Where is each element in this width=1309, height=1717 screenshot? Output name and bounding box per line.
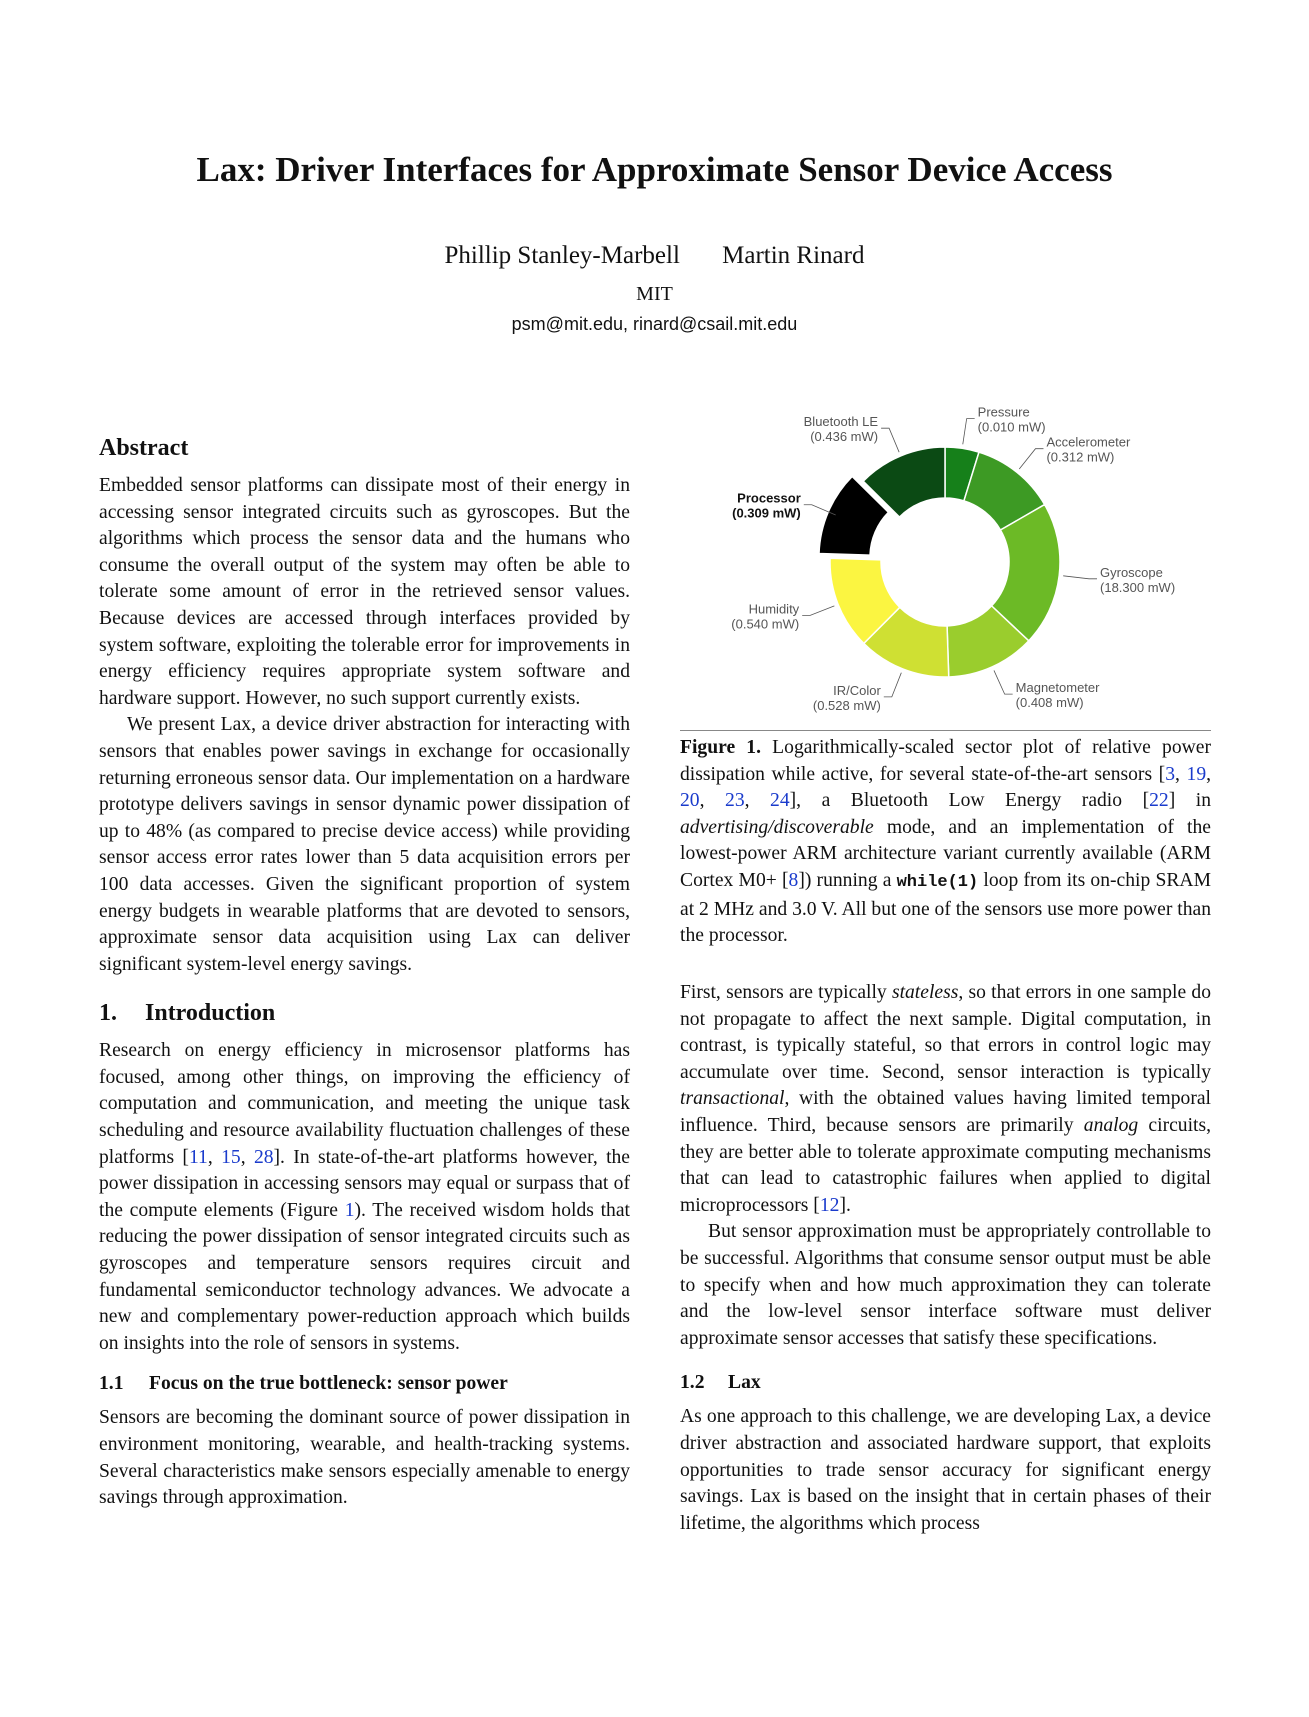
leader-line bbox=[994, 670, 1013, 694]
slice-value-label: (0.309 mW) bbox=[732, 505, 801, 521]
section-number: 1. bbox=[99, 1000, 117, 1027]
figure-caption: Figure 1. Logarithmically-scaled sector plot of relative power dissipation while active, for several state-of-the-art sensors [3, 19, 20, 23, 24], a Bluetooth Low Energy radio [22] in advertising/discoverable mode, and an implementation of the lowest-power ARM architecture variant currently available (ARM Cortex M0+ [8]) running a while(1) loop from its on-chip SRAM at 2 MHz and 3.0 V. All but one of the sensors use more power than the processor. bbox=[680, 730, 1211, 950]
figure-link[interactable]: 1 bbox=[344, 1199, 355, 1221]
body-paragraph: First, sensors are typically stateless, so that errors in one sample do not propagate to affect the next sample. Digital computation, in contrast, is typically stateful, so that errors in control logic may accumulate over time. Second, sensor interaction is typically transactional, with the obtained values having limited temporal influence. Third, because sensors are primarily analog circuits, they are better able to tolerate approximate computing mechanisms that can lead to catastrophic failures when applied to digital microprocessors [12]. bbox=[680, 982, 1211, 1216]
slice-label: Pressure bbox=[977, 404, 1030, 420]
intro-paragraph: Sensors are becoming the dominant source of power dissipation in environment monitoring, wearable, and health-tracking systems. Several characteristics make sensors especially amenable to energy savings through approximation. bbox=[99, 1407, 630, 1509]
subsection-heading bbox=[680, 1370, 1211, 1396]
figure-1 bbox=[680, 404, 1210, 720]
subsection-heading bbox=[99, 1371, 630, 1397]
intro-paragraph: Research on energy efficiency in microsensor platforms has focused, among other things, on improving the efficiency of computation and communication, and meeting the unique task scheduling and resource availability fluctuation challenges of these platforms [11, 15, 28]. In state-of-the-art platforms however, the power dissipation in accessing sensors may equal or surpass that of the compute elements (Figure 1). The received wisdom holds that reducing the power dissipation of sensor integrated circuits such as gyroscopes and temperature sensors requires circuit and fundamental semiconductor technology advances. We advocate a new and complementary power-reduction approach which builds on insights into the role of sensors in systems. bbox=[99, 1040, 631, 1354]
slice-label: Magnetometer bbox=[1015, 680, 1100, 696]
leader-line bbox=[1063, 576, 1097, 579]
leader-line bbox=[881, 428, 899, 452]
slice-label: Processor bbox=[737, 490, 801, 506]
leader-line bbox=[884, 673, 902, 697]
slice-label: Humidity bbox=[748, 601, 800, 617]
citation-link[interactable]: 28 bbox=[253, 1146, 274, 1168]
left-column bbox=[99, 433, 630, 1512]
citation-link[interactable]: 11 bbox=[188, 1146, 208, 1168]
abstract-paragraph: Embedded sensor platforms can dissipate most of their energy in accessing sensor integrated circuits such as gyroscopes. But the algorithms which process the sensor data and the humans who consume the overall output of the system may often be able to tolerate some amount of error in the retrieved sensor values. Because devices are accessed through interfaces provided by system software, exploiting the tolerable error for improvements in energy efficiency requires appropriate system software and hardware support. However, no such support currently exists. bbox=[99, 475, 630, 709]
citation-link[interactable]: 8 bbox=[788, 869, 799, 891]
body-paragraph: As one approach to this challenge, we are developing Lax, a device driver abstraction and associated hardware support, that exploits opportunities to trade sensor accuracy for significant energy savings. Lax is based on the insight that in certain phases of their lifetime, the algorithms which process bbox=[680, 1406, 1211, 1534]
citation-link[interactable]: 3 bbox=[1165, 763, 1176, 785]
author-list bbox=[0, 242, 1309, 270]
slice-label: Gyroscope bbox=[1100, 564, 1163, 580]
code-snippet: while(1) bbox=[896, 872, 979, 892]
citation-link[interactable]: 23 bbox=[725, 790, 745, 812]
citation-link[interactable]: 24 bbox=[770, 790, 790, 812]
leader-line bbox=[963, 419, 975, 445]
author-emails: psm@mit.edu, rinard@csail.mit.edu bbox=[511, 314, 798, 334]
subsection-title: Focus on the true bottleneck: sensor power bbox=[149, 1373, 508, 1395]
slice-value-label: (0.528 mW) bbox=[812, 697, 881, 713]
subsection-number: 1.2 bbox=[680, 1372, 705, 1394]
slice-value-label: (0.312 mW) bbox=[1046, 449, 1115, 465]
citation-link[interactable]: 20 bbox=[680, 790, 700, 812]
body-paragraph: But sensor approximation must be appropriately controllable to be successful. Algorithms that consume sensor output must be able to specify when and how much approximation they can tolerate and the low-level sensor interface software must deliver approximate sensor accesses that satisfy these specifications. bbox=[680, 1221, 1211, 1349]
slice-label: Accelerometer bbox=[1046, 434, 1131, 450]
subsection-number: 1.1 bbox=[99, 1373, 124, 1395]
slice-value-label: (0.436 mW) bbox=[810, 429, 879, 445]
citation-link[interactable]: 22 bbox=[1149, 790, 1169, 812]
power-donut-chart bbox=[680, 404, 1210, 720]
section-title: Introduction bbox=[145, 1000, 276, 1027]
right-column bbox=[680, 980, 1211, 1537]
citation-link[interactable]: 12 bbox=[819, 1194, 840, 1216]
author-name: Phillip Stanley-Marbell bbox=[444, 242, 680, 269]
abstract-heading: Abstract bbox=[99, 435, 189, 461]
citation-link[interactable]: 15 bbox=[221, 1146, 241, 1168]
section-heading-introduction bbox=[99, 998, 630, 1028]
slice-value-label: (18.300 mW) bbox=[1100, 579, 1176, 595]
abstract-paragraph: We present Lax, a device driver abstraction for interacting with sensors that enables power savings in exchange for occasionally returning erroneous sensor data. Our implementation on a hardware prototype delivers savings in sensor dynamic power dissipation of up to 48% (as compared to precise device access) while providing sensor access error rates lower than 5 data acquisition errors per 100 data accesses. Given the significant proportion of system energy budgets in wearable platforms that are devoted to sensors, approximate sensor data acquisition using Lax can deliver significant system-level energy savings. bbox=[99, 714, 630, 975]
slice-value-label: (0.010 mW) bbox=[977, 419, 1046, 435]
slice-value-label: (0.408 mW) bbox=[1015, 695, 1084, 711]
leader-line bbox=[802, 606, 834, 616]
author-name: Martin Rinard bbox=[722, 242, 865, 269]
slice-label: IR/Color bbox=[833, 682, 881, 698]
affiliation: MIT bbox=[636, 283, 673, 305]
figure-label: Figure 1. bbox=[680, 737, 762, 758]
citation-link[interactable]: 19 bbox=[1186, 763, 1207, 785]
slice-value-label: (0.540 mW) bbox=[731, 616, 800, 632]
leader-line bbox=[1019, 449, 1043, 469]
paper-title: Lax: Driver Interfaces for Approximate Sensor Device Access bbox=[196, 150, 1113, 189]
subsection-title: Lax bbox=[728, 1372, 761, 1394]
slice-label: Bluetooth LE bbox=[803, 414, 879, 430]
